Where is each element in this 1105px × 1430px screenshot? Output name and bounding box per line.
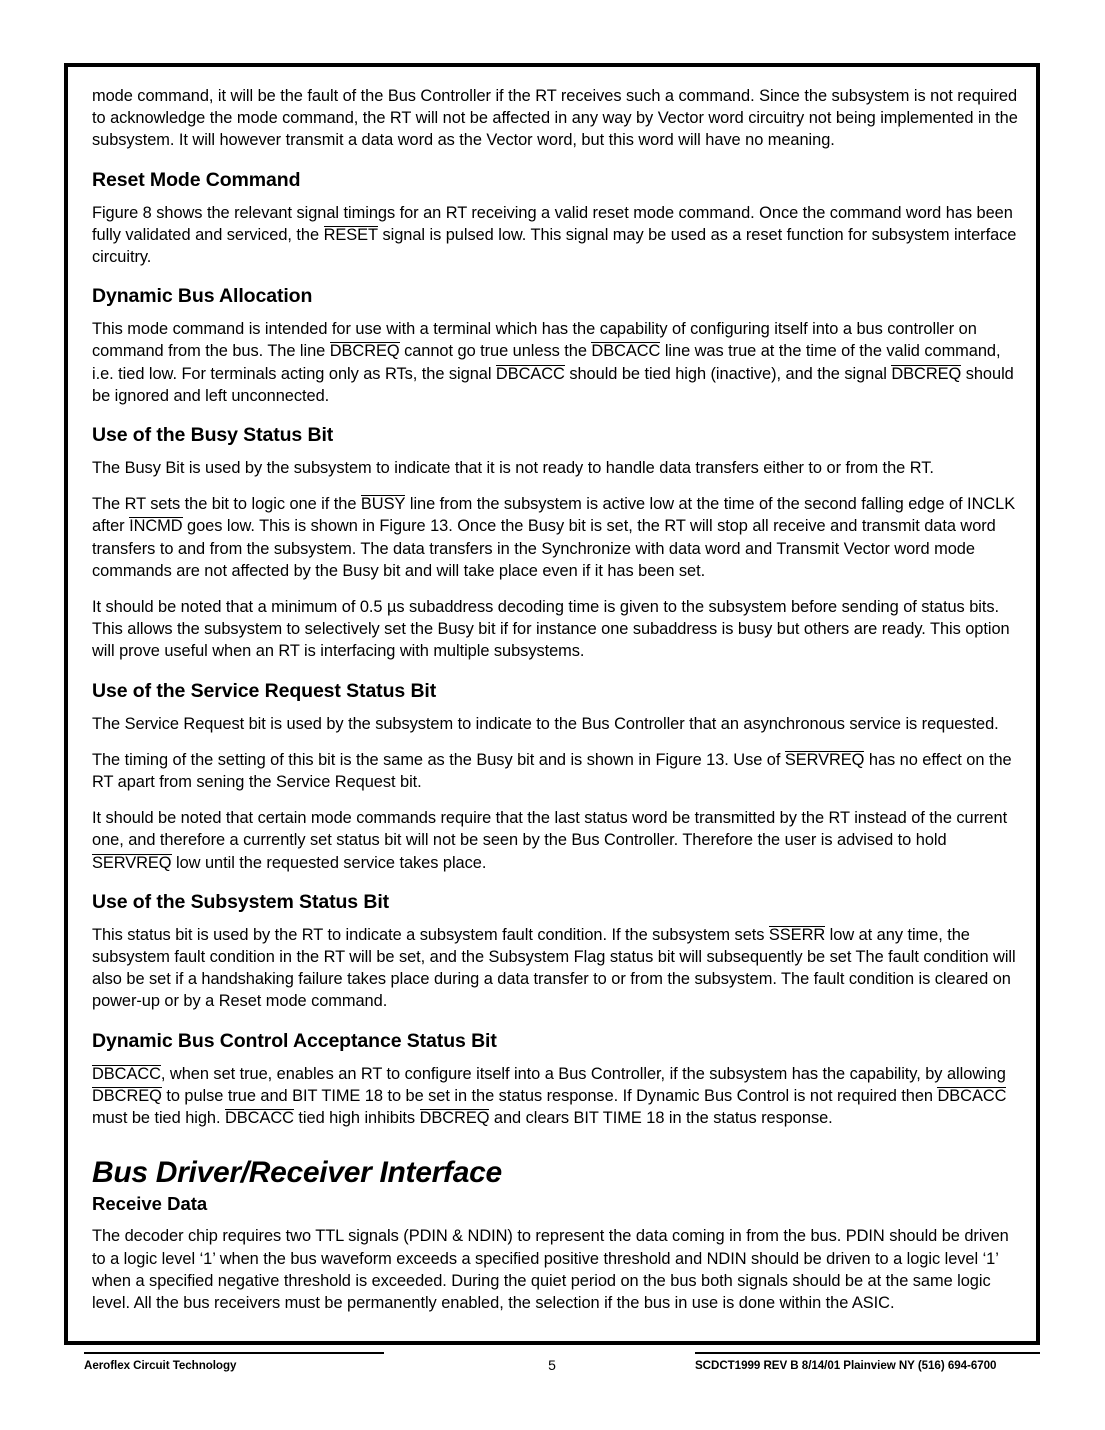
signal-name-overlined: DBCACC [495,364,565,383]
signal-name-overlined: DBCACC [225,1109,294,1128]
text-run: goes low. This is shown in Figure 13. Once the Busy bit is set, the RT will stop all receive and transmit data word transfers to and from the subsystem. The data transfers in the Synchronize with data word and Transmit Vector word mode commands are not affected by the Busy bit and will take place even if it has been set. [92,517,996,580]
signal-name-overlined: INCMD [129,517,183,536]
sub-heading-receive-data: Receive Data [92,1193,208,1215]
body-paragraph [92,457,1020,479]
footer-docref: SCDCT1999 REV B 8/14/01 Plainview NY (516) 694-6700 [695,1352,1040,1372]
text-run: Figure 8 shows the relevant signal timings for an RT receiving a valid reset mode command. Once the command word has been fully validated and serviced, the [92,203,1013,244]
text-run: line was true at the time of the valid command, i.e. tied low. For terminals acting only as RTs, the signal [92,342,1001,383]
signal-name-overlined: SERVREQ [784,750,865,769]
text-run: cannot go true unless the [399,342,592,361]
text-run: The Service Request bit is used by the subsystem to indicate to the Bus Controller that an asynchronous service is requested. [92,714,999,733]
intro-paragraph: mode command, it will be the fault of the Bus Controller if the RT receives such a command. Since the subsystem is not required to acknowledge the mode command, the RT will not be affected in any way by Vector word circuitry not being implemented in the subsystem. It will however transmit a data word as the Vector word, but this word will have no meaning. [92,87,1018,150]
page-footer [64,1352,1040,1392]
body-paragraph [92,493,1020,582]
signal-name-overlined: DBCREQ [329,342,400,361]
signal-name-overlined: RESET [323,225,378,244]
signal-name-overlined: DBCREQ [891,364,962,383]
section-heading: Use of the Subsystem Status Bit [92,890,390,913]
text-run: signal is pulsed low. This signal may be used as a reset function for subsystem interface circuitry. [92,225,1017,267]
sections-container [92,168,1020,1130]
text-run: should be tied high (inactive), and the signal [564,364,892,383]
footer-company: Aeroflex Circuit Technology [84,1352,384,1372]
text-run: to pulse true and BIT TIME 18 to be set in the status response. If Dynamic Bus Control is not required then [161,1086,938,1105]
signal-name-overlined: DBCACC [92,1064,161,1083]
text-run: The RT sets the bit to logic one if the [92,495,361,514]
text-run: low at any time, the subsystem fault condition in the RT will be set, and the Subsystem Flag status bit will subsequently be set The fault condition will also be set if a handshaking failure takes place during a data transfer to or from the subsystem. The fault condition is cleared on power-up or by a Reset mode command. [92,925,1016,1011]
page-content [92,85,1020,1314]
text-run: tied high inhibits [293,1109,420,1128]
text-run: has no effect on the RT apart from sening the Service Request bit. [92,750,1012,792]
text-run: This mode command is intended for use with a terminal which has the capability of configuring itself into a bus controller on command from the bus. The line [92,320,977,361]
text-run: The timing of the setting of this bit is the same as the Busy bit and is shown in Figure 13. Use of [92,750,785,769]
signal-name-overlined: DBCREQ [419,1109,490,1128]
text-run: line from the subsystem is active low at the time of the second falling edge of INCLK after [92,495,1016,536]
section-heading: Dynamic Bus Control Acceptance Status Bit [92,1029,497,1052]
text-run: , when set true, enables an RT to configure itself into a Bus Controller, if the subsystem has the capability, by allowing [160,1064,1006,1083]
body-paragraph [92,924,1020,1013]
signal-name-overlined: SSERR [768,925,826,944]
text-run: It should be noted that certain mode commands require that the last status word be transmitted by the RT instead of the current one, and therefore a currently set status bit will not be seen by the Bus Controller. Therefore the user is advised to hold [92,809,1008,850]
signal-name-overlined: BUSY [360,495,406,514]
section-heading: Use of the Service Request Status Bit [92,679,437,702]
section-heading: Dynamic Bus Allocation [92,285,313,308]
signal-name-overlined: DBCREQ [92,1086,162,1105]
section-heading: Use of the Busy Status Bit [92,424,334,447]
body-paragraph [92,1063,1020,1130]
body-paragraph [92,596,1020,663]
text-run: and clears BIT TIME 18 in the status response. [489,1109,833,1128]
body-paragraph [92,713,1020,735]
text-run: This status bit is used by the RT to indicate a subsystem fault condition. If the subsystem sets [92,925,769,944]
body-paragraph [92,749,1020,793]
body-paragraph [92,318,1020,407]
footer-page-number: 5 [548,1357,556,1373]
body-paragraph [92,202,1020,269]
text-run: It should be noted that a minimum of 0.5 µs subaddress decoding time is given to the subsystem before sending of status bits. This allows the subsystem to selectively set the Busy bit if for instance one subaddress is busy but others are ready. This option will prove useful when an RT is interfacing with multiple subsystems. [92,598,1010,661]
major-heading: Bus Driver/Receiver Interface [92,1156,502,1190]
signal-name-overlined: DBCACC [937,1086,1007,1105]
body-paragraph [92,807,1020,874]
page-content-border [64,63,1040,1345]
text-run: should be ignored and left unconnected. [92,364,1014,405]
closing-paragraph: The decoder chip requires two TTL signals (PDIN & NDIN) to represent the data coming in from the bus. PDIN should be driven to a logic level ‘1’ when the bus waveform exceeds a specified positive threshold and NDIN should be driven to a logic level ‘1’ when a specified negative threshold is exceeded. During the quiet period on the bus both signals should be at the same logic level. All the bus receivers must be permanently enabled, the selection if the bus in use is done within the ASIC. [92,1227,1009,1312]
text-run: must be tied high. [92,1109,225,1128]
text-run: low until the requested service takes place. [171,853,487,872]
text-run: The Busy Bit is used by the subsystem to indicate that it is not ready to handle data transfers either to or from the RT. [92,459,934,478]
signal-name-overlined: SERVREQ [92,853,172,872]
signal-name-overlined: DBCACC [591,342,661,361]
section-heading: Reset Mode Command [92,168,301,191]
